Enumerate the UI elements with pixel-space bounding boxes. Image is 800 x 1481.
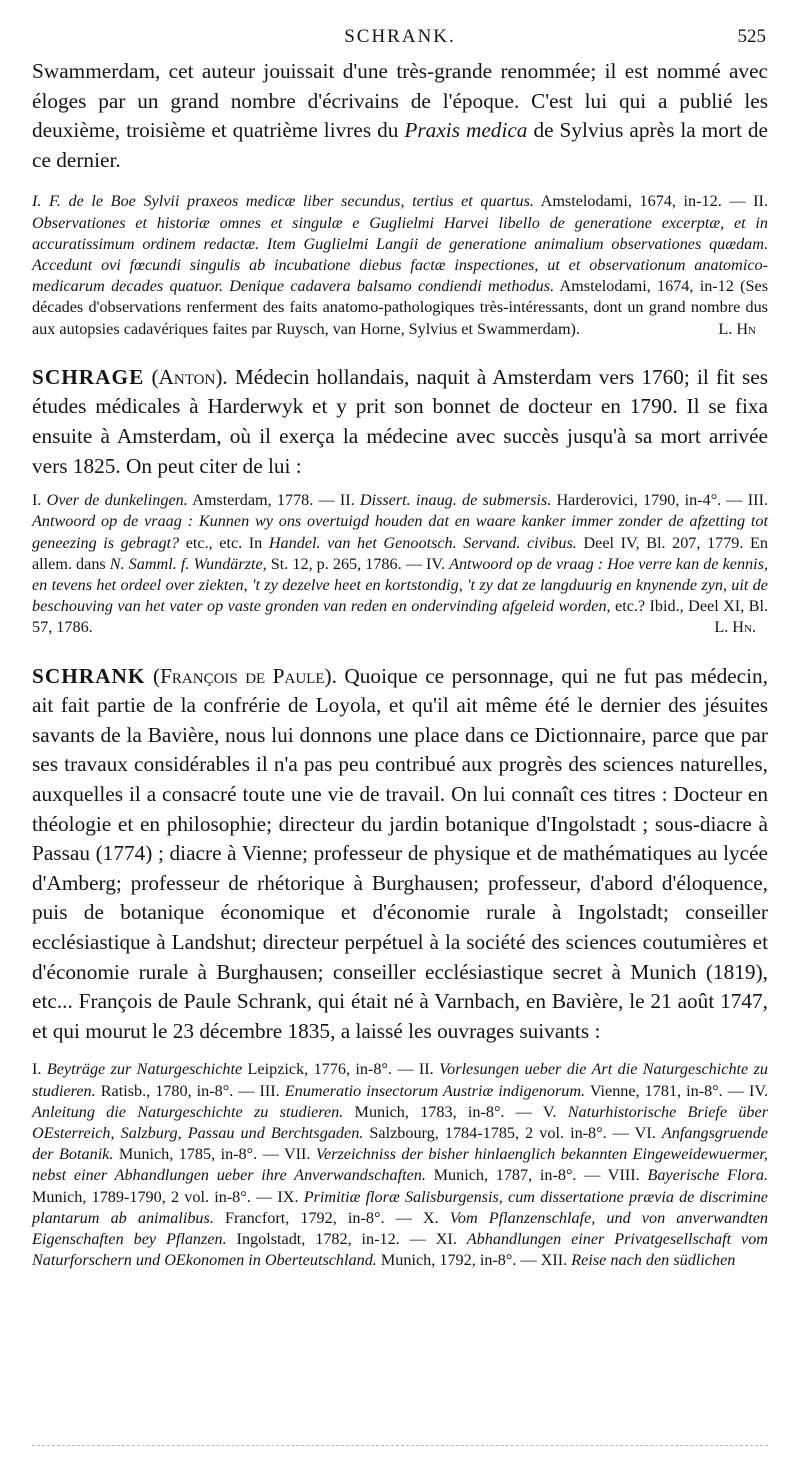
bib-text: St. 12, p. 265, 1786. — IV. [266, 554, 450, 573]
bib-title: Abhandlungen einer Privatgesellschaft vom Naturforschern und OEkonomen in Oberteutschland. [32, 1229, 768, 1270]
bib-title: Vorlesungen ueber die Art die Naturgeschichte zu studieren. [32, 1060, 768, 1100]
bib-title: Reise nach den südlichen [571, 1251, 736, 1270]
schrank-bibliography [32, 1059, 768, 1271]
bib-text: I. [32, 491, 47, 510]
bib-text: Munich, 1785, in-8°. — VII. [113, 1145, 316, 1164]
entry-firstname: François de Paule [160, 663, 325, 688]
bib-text: Francfort, 1792, in-8°. — X. [213, 1208, 450, 1227]
bib-title: N. Samml. f. Wundärzte, [109, 554, 267, 573]
bib-text: Ratisb., 1780, in-8°. — III. [95, 1081, 285, 1100]
bib-text: Munich, 1789-1790, 2 vol. in-8°. — IX. [32, 1187, 304, 1206]
author-signature: L. Hn [718, 319, 756, 338]
intro-italic-title: Praxis medica [404, 118, 528, 143]
bib-text: Munich, 1787, in-8°. — VIII. [425, 1166, 648, 1185]
bib-title: Anfangsgruende der Botanik. [32, 1123, 768, 1164]
bib-text: I. [32, 1060, 47, 1079]
bib-text: Vienne, 1781, in-8°. — IV. [585, 1081, 768, 1100]
running-header [32, 22, 768, 52]
bib-text: Deel IV, Bl. 207, 1779. En allem. dans [32, 533, 769, 573]
entry-firstname: Anton [158, 364, 216, 389]
paren-close: ). [324, 663, 337, 688]
author-signature: L. Hn. [714, 618, 756, 637]
bib-title: Antwoord op de vraag : Kunnen wy ons overtuigd houden dat en waare kanker immer zonder de afzetting tot geneezing is gebragt? [32, 512, 768, 552]
bib-title: Enumeratio insectorum Austriæ indigenorum. [284, 1081, 586, 1100]
page-number: 525 [737, 26, 766, 47]
paren-open: ( [145, 663, 161, 688]
bib-title-2: Observationes et historiæ omnes et singulæ e Guglielmi Harvei libello de generatione excerptæ, et in accuratissimum ordinem redactæ. Item Guglielmi Langii de generatione animalium observationes quædam. Accedunt ovi fœcundi singulis ab incubatione diebus factæ inspectiones, ut et observationum anatomico-medicarum decades quatuor. Denique cadavera balsamo condiendi methodus. [32, 213, 768, 296]
intro-text-b: de Sylvius après la mort de ce dernier. [32, 118, 768, 172]
entry-schrank [32, 662, 768, 1047]
document-page [32, 22, 768, 1271]
bib-title: Anleitung die Naturgeschichte zu studieren. [32, 1102, 344, 1121]
bib-text: Salzbourg, 1784-1785, 2 vol. in-8°. — VI. [363, 1123, 662, 1142]
bib-title: Vom Pflanzenschlafe, und von anverwandten Eigenschaften bey Pflanzen. [32, 1208, 769, 1248]
bib-title: Naturhistorische Briefe über OEsterreich, Salzburg, Passau und Berchtsgaden. [32, 1102, 768, 1142]
bib-text: etc., etc. In [179, 533, 269, 552]
schrage-bibliography [32, 490, 768, 638]
bib-text: Amsterdam, 1778. — II. [187, 491, 360, 510]
entry-schrage [32, 363, 768, 481]
bib-text: Ingolstadt, 1782, in-12. — XI. [226, 1229, 467, 1248]
bib-text-1: Amstelodami, 1674, in-12. — II. [533, 192, 768, 211]
paren-close: ). [215, 364, 228, 389]
entry-headword: SCHRAGE [32, 364, 145, 389]
running-title: SCHRANK. [344, 26, 456, 47]
bib-text: Munich, 1792, in-8°. — XII. [376, 1251, 572, 1270]
bib-title: Dissert. inaug. de submersis. [359, 491, 552, 510]
bib-text: etc.? Ibid., Deel XI, Bl. 57, 1786. [32, 597, 769, 637]
bib-text: Leipzick, 1776, in-8°. — II. [242, 1060, 440, 1079]
entry-body: Médecin hollandais, naquit à Amsterdam vers 1760; il fit ses études médicales à Harderwyk et y prit son bonnet de docteur en 1790. Il se fixa ensuite à Amsterdam, où il exerça la médecine avec succès jusqu'à sa mort arrivée vers 1825. On peut citer de lui : [32, 364, 768, 478]
bib-title: Verzeichniss der bisher hinlaenglich bekannten Eingeweidewuermer, nebst einer Abhandlungen ueber ihre Anverwandschaften. [32, 1145, 768, 1185]
bib-text: Munich, 1783, in-8°. — V. [343, 1102, 568, 1121]
bib-text-2: Amstelodami, 1674, in-12 (Ses décades d'observations renferment des faits anatomo-pathologiques très-intéressants, dont un grand nombre dus aux autopsies cadavériques faites par Ruysch, van Horne, Sylvius et Swammerdam). [32, 277, 769, 338]
paren-open: ( [144, 364, 159, 389]
bib-title: Antwoord op de vraag : Hoe verre kan de kennis, en tevens het ordeel over ziekten, 't zy dezelve heet en kortstondig, 't zy dat ze langduurig en knynende zyn, uit de beschouving van het vater op vaste gronden van reden en ondervinding afgeleid worden, [32, 554, 768, 616]
bib-title: Beyträge zur Naturgeschichte [46, 1060, 243, 1079]
bib-text: Harderovici, 1790, in-4°. — III. [551, 491, 769, 510]
bib-title: Handel. van het Genootsch. Servand. civibus. [268, 533, 577, 552]
entry-body: Quoique ce personnage, qui ne fut pas médecin, ait fait partie de la confrérie de Loyola, et qu'il ait même été le dernier des jésuites savants de la Bavière, nous lui donnons une place dans ce Dictionnaire, parce que par ses travaux considérables il n'a pas peu contribué aux progrès des sciences naturelles, auxquelles il a consacré toute une vie de travail. On lui connaît ces titres : Docteur en théologie et en philosophie; directeur du jardin botanique d'Ingolstadt ; sous-diacre à Passau (1774) ; diacre à Vienne; professeur de physique et de mathématiques au lycée d'Amberg; professeur de rhétorique à Burghausen; professeur, d'abord d'éloquence, puis de botanique économique et d'économie rurale à Ingolstadt; conseiller ecclésiastique à Landshut; directeur perpétuel à la société des sciences coutumières et d'économie rurale à Burghausen; conseiller ecclésiastique secret à Munich (1819), etc... François de Paule Schrank, qui était né à Varnbach, en Bavière, le 21 août 1747, et qui mourut le 23 décembre 1835, a laissé les ouvrages suivants : [32, 663, 769, 1043]
bib-title-1: I. F. de le Boe Sylvii praxeos medicæ liber secundus, tertius et quartus. [32, 192, 534, 211]
intro-text-a: Swammerdam, cet auteur jouissait d'une très-grande renommée; il est nommé avec éloges par un grand nombre d'écrivains de l'époque. C'est lui qui a publié les deuxième, troisième et quatrième livres du [32, 59, 768, 143]
sylvius-bibliography [32, 191, 768, 339]
bib-title: Over de dunkelingen. [46, 491, 188, 510]
intro-paragraph [32, 57, 768, 175]
bib-title: Primitiæ floræ Salisburgensis, cum dissertatione prævia de discrimine plantarum ab animalibus. [32, 1187, 768, 1227]
bib-title: Bayerische Flora. [647, 1166, 768, 1185]
bottom-bleed-rule [32, 1445, 768, 1446]
entry-headword: SCHRANK [32, 663, 146, 688]
